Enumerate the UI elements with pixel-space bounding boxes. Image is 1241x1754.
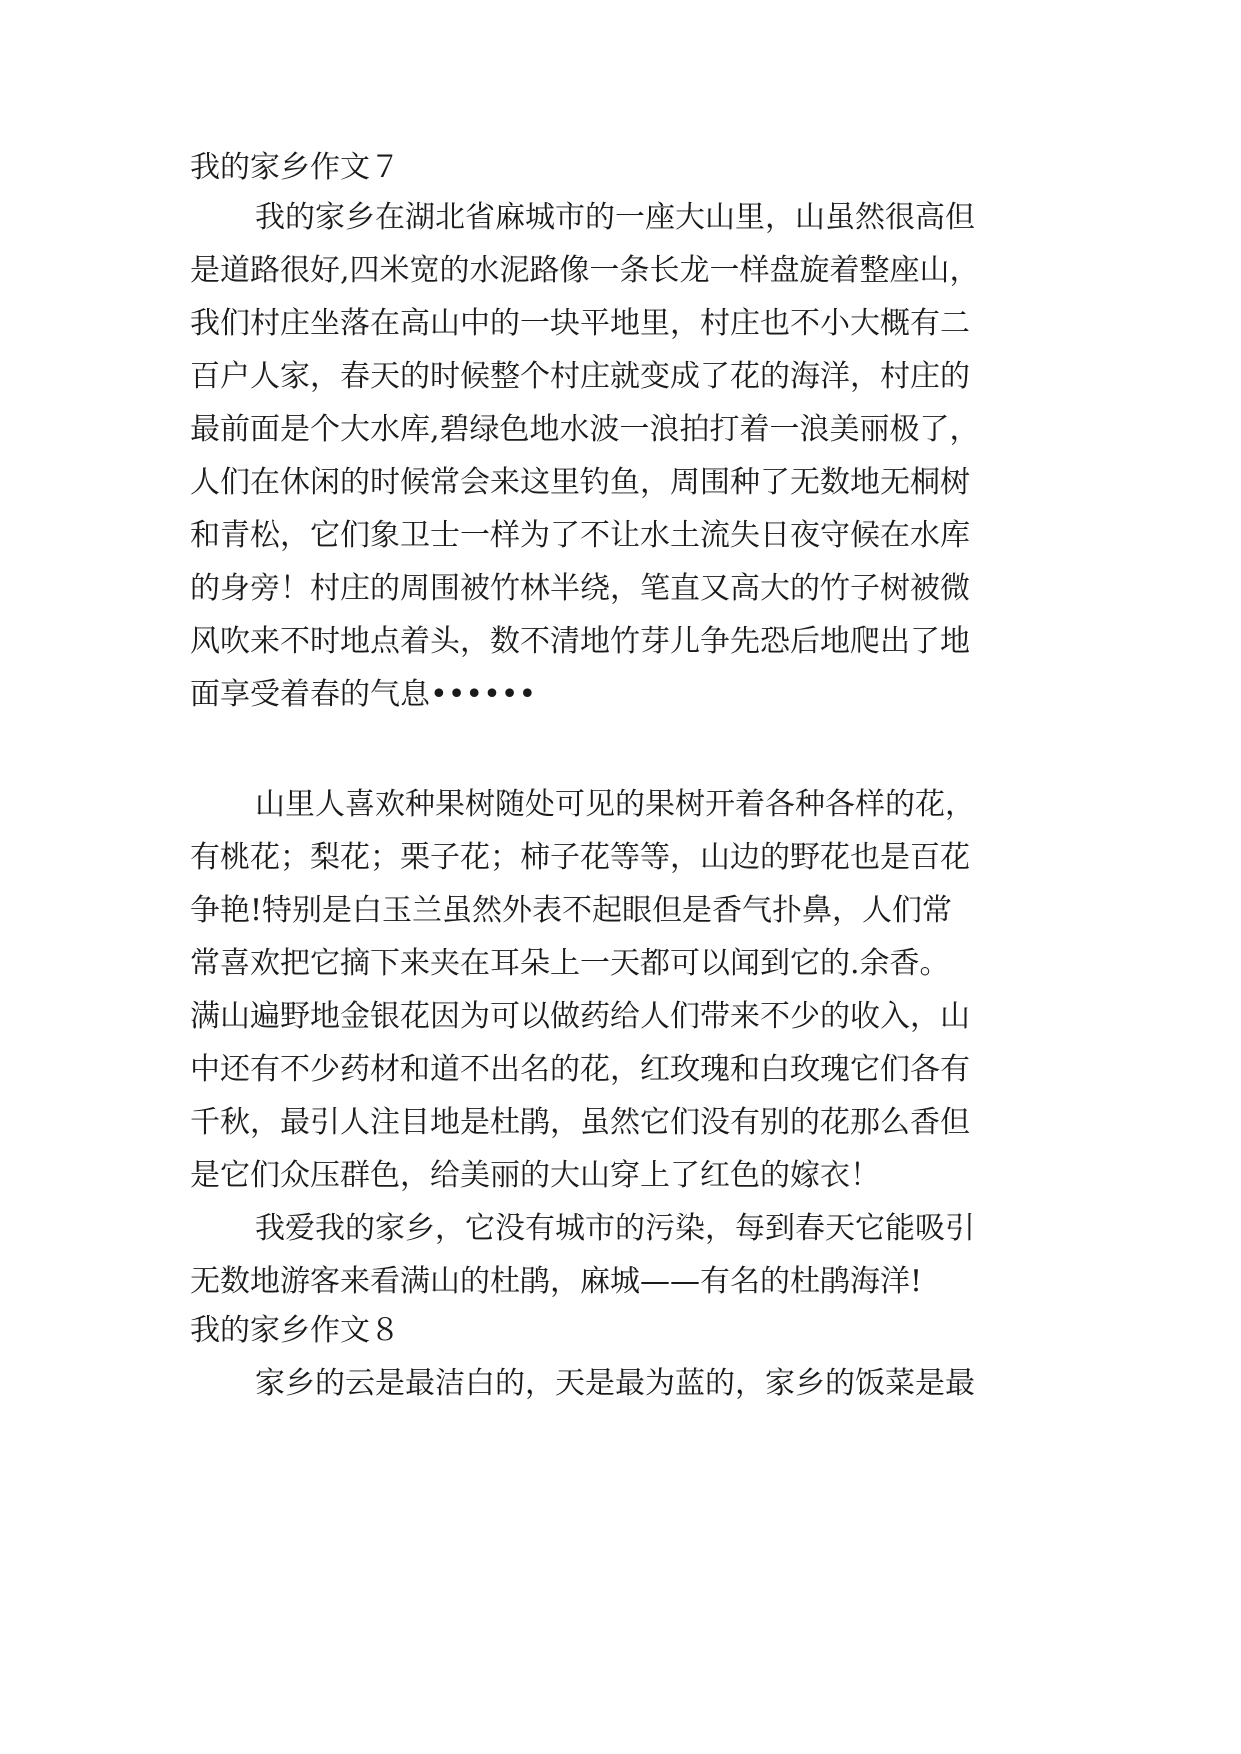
paragraph-line: 无数地游客来看满山的杜鹃，麻城——有名的杜鹃海洋! <box>190 1264 923 1299</box>
paragraph-line: 我爱我的家乡，它没有城市的污染，每到春天它能吸引 <box>255 1211 975 1246</box>
paragraph-line: 是道路很好,四米宽的水泥路像一条长龙一样盘旋着整座山， <box>190 253 980 288</box>
paragraph-line: 争艳!特别是白玉兰虽然外表不起眼但是香气扑鼻，人们常 <box>190 893 953 928</box>
paragraph-line: 常喜欢把它摘下来夹在耳朵上一天都可以闻到它的.余香。 <box>190 946 950 981</box>
paragraph-line: 面享受着春的气息•••••• <box>190 677 537 712</box>
paragraph-line: 有桃花；梨花；栗子花；柿子花等等，山边的野花也是百花 <box>190 840 970 875</box>
paragraph-line: 的身旁！村庄的周围被竹林半绕，笔直又高大的竹子树被微 <box>190 571 970 606</box>
paragraph-line: 和青松，它们象卫士一样为了不让水土流失日夜守候在水库 <box>190 518 970 553</box>
essay-title-8: 我的家乡作文８ <box>190 1313 400 1348</box>
paragraph-line: 中还有不少药材和道不出名的花，红玫瑰和白玫瑰它们各有 <box>190 1052 970 1087</box>
paragraph-line: 家乡的云是最洁白的，天是最为蓝的，家乡的饭菜是最 <box>255 1366 975 1401</box>
paragraph-line: 是它们众压群色，给美丽的大山穿上了红色的嫁衣！ <box>190 1158 880 1193</box>
essay-title-7: 我的家乡作文７ <box>190 150 400 185</box>
paragraph-line: 山里人喜欢种果树随处可见的果树开着各种各样的花， <box>255 787 975 822</box>
paragraph-line: 千秋，最引人注目地是杜鹃，虽然它们没有别的花那么香但 <box>190 1105 970 1140</box>
paragraph-line: 我的家乡在湖北省麻城市的一座大山里，山虽然很高但 <box>255 200 975 235</box>
paragraph-line: 风吹来不时地点着头，数不清地竹芽儿争先恐后地爬出了地 <box>190 624 970 659</box>
paragraph-line: 最前面是个大水库,碧绿色地水波一浪拍打着一浪美丽极了， <box>190 412 980 447</box>
paragraph-line: 人们在休闲的时候常会来这里钓鱼，周围种了无数地无桐树 <box>190 465 970 500</box>
paragraph-line: 我们村庄坐落在高山中的一块平地里，村庄也不小大概有二 <box>190 306 970 341</box>
paragraph-line: 百户人家，春天的时候整个村庄就变成了花的海洋，村庄的 <box>190 359 970 394</box>
paragraph-line: 满山遍野地金银花因为可以做药给人们带来不少的收入，山 <box>190 999 970 1034</box>
